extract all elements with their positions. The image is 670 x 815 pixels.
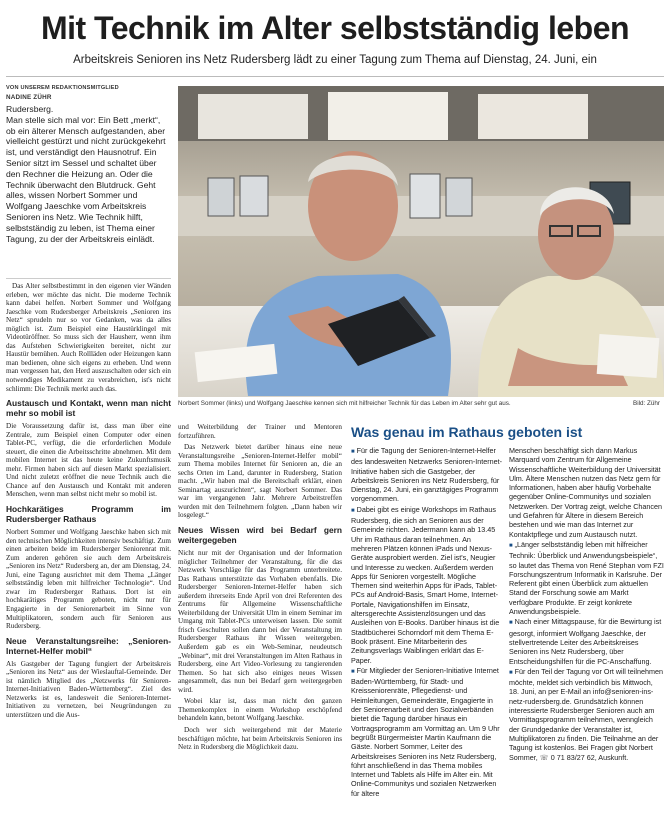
info-item: ■ Nach einer Mittagspause, für die Bewirtung ist gesorgt, informiert Wolfgang Jaeschke, der stellvertretende Leiter des Arbeitskreises Senioren ins Netz Rudersberg, über Entscheidungshilfen für die PC-Anschaffung.	[509, 617, 662, 666]
lead-separator	[6, 278, 171, 279]
paragraph: Als Gastgeber der Tagung fungiert der Arbeitskreis „Senioren ins Netz“ aus der Wieslauftal-Gemeinde. Der ist nämlich Mitglied des „Netzwerks für Senioren-Internet-Initiativen Baden-Württemberg“. Ziel des Netzwerks ist es, landesweit die Senioren-Internet-Initiativen zu vernetzen, bei Neugründungen zu unterstützen und die Aus-	[6, 659, 171, 719]
paragraph: Das Alter selbstbestimmt in den eigenen vier Wänden erleben, wer möchte das nicht. Die moderne Technik kann dabei helfen. Norbert Sommer und Wolfgang Jaeschke vom Rudersberger Arbeitskreis „Senioren ins Netz“ sprudeln nur so vor Gedanken, was da alles möglich ist. Zum Beispiel eine Haustürklingel mit Videotüröffner. So muss sich der Hausherr, wenn ihm das Aufstehen Schwierigkeiten bereitet, nicht zur Haustür bemühen. Auch Rollläden oder Heizungen kann man bedienen, ohne sich eigens zu erheben. Und wenn man vergessen hat, den Herd auszuschalten oder sich ein notwendiges Medikament zu verabreichen, ist's nicht schlimm: Die Technik merkt auch das.	[6, 282, 171, 393]
article-photo	[178, 86, 664, 397]
info-box-title: Was genau im Rathaus geboten ist	[351, 424, 583, 440]
info-item: ■ Für Mitglieder der Senioren-Initiative Internet Baden-Württemberg, für Stadt- und Kreisseniorenräte, Pflegedienst- und Heimleitungen, Gemeinderäte, Engagierte in der Seniorenarbeit und den Sozialverbänden bietet die Tagung darüber hinaus ein Vortragsprogramm am Vormittag an. Um 9 Uhr begrüßt Bürgermeister Martin Kaufmann die Gäste. Norbert Sommer, Leiter des Arbeitskreises Senioren ins Netz Rudersberg, führt anschließend in das Thema mobiles Internet und Tablets als Hilfe im Alter ein. Mit Online-Communitys und sozialen Netzwerken für ältere	[351, 665, 500, 798]
paragraph: und Weiterbildung der Trainer und Mentoren fortzuführen.	[178, 423, 342, 440]
lead-text: Man stelle sich mal vor: Ein Bett „merkt“, ob ein älterer Mensch aufgestanden, aber vielleicht gestürzt und nicht zurückgekehrt ist, und verständigt den Hausnotruf. Ein Senior sitzt im Sessel und schaltet über den Rechner die Heizung an. Oder die Technik überwacht den Blutdruck. Geht alles, wissen Norbert Sommer und Wolfgang Jaeschke vom Arbeitskreis Senioren ins Netz. Wie Technik hilft, selbstständig zu leben, ist Thema einer Tagung, zu der der Arbeitskreis einlädt.	[6, 114, 166, 244]
info-item: ■ Dabei gibt es einige Workshops im Rathaus Rudersberg, die sich an Senioren aus der Gemeinde richten. Jedermann kann ab 13.45 Uhr im Rathaus daran teilnehmen. An mehreren Plätzen können iPads und Nexus-Geräte ausprobiert werden. Ziel ist's, Neugier und Interesse zu wecken. Außerdem werden Apps für Senioren vorgestellt. Mögliche Themen sind weiterhin Apps für iPads, Tablet-PCs auf Android-Basis, Smart Home, Internet-Portale, Navigationshilfen im Einsatz, altersgerechte Assistenzlösungen und das Ausleihen von E-Books. Darüber hinaus ist die Stadtbücherei Schorndorf mit dem Thema E-Book präsent. Eine Mitarbeiterin des Zeitungsverlags Waiblingen erklärt das E-Paper.	[351, 504, 500, 665]
author-block	[6, 84, 171, 102]
subline: Arbeitskreis Senioren ins Netz Rudersberg lädt zu einer Tagung zum Thema auf Dienstag, 24. Juni, ein	[73, 54, 597, 66]
lead-place: Rudersberg.	[6, 104, 54, 114]
bullet-square-icon: ■	[351, 449, 355, 455]
subheading: Hochkarätiges Programm im Rudersberger Rathaus	[6, 504, 171, 525]
subheading: Neue Veranstaltungsreihe: „Senioren-Internet-Helfer mobil“	[6, 635, 171, 656]
headline: Mit Technik im Alter selbstständig leben	[40, 10, 630, 46]
info-item: ■ Für die Tagung der Senioren-Internet-Helfer des landesweiten Netzwerks Senioren-Internet-Initiative haben sich die Gastgeber, der Arbeitskreis Senioren ins Netz Rudersberg, für Dienstag, 24. Juni, ein ganztägiges Programm vorgenommen.	[351, 446, 503, 504]
paragraph: Das Netzwerk bietet darüber hinaus eine neue Veranstaltungsreihe „Senioren-Internet-Helfer mobil“ zum Thema mobiles Internet für Senioren an, die an sechs Orten im Land, darunter in Rudersberg, Station macht. „Wir haben mal die Bereitschaft erklärt, einen Seminartag auszurichten“, sagt Norbert Sommer. Das war im vergangenen Jahr. Mehrere Arbeitstreffen wurden mit den Teilnehmern folgten. „Dann haben wir losgelegt.“	[178, 443, 342, 520]
article-column-2	[178, 423, 342, 810]
caption-text: Norbert Sommer (links) und Wolfgang Jaeschke kennen sich mit hilfreicher Technik für das Leben im Alter sehr gut aus.	[178, 400, 511, 407]
bullet-square-icon: ■	[509, 669, 513, 676]
bullet-square-icon: ■	[351, 668, 355, 675]
article-column-1	[6, 282, 171, 810]
info-item: ■ „Länger selbstständig leben mit hilfreicher Technik: Überblick und Anwendungsbeispiele“, so lautet das Thema von René Stephan vom FZI Forschungszentrum Informatik in Karlsruhe. Der Referent gibt einen Überblick zum aktuellen Stand der Forschung sowie am Markt verfügbare Produkte. Er zeigt konkrete Anwendungsbeispiele.	[509, 539, 664, 617]
bullet-square-icon: ■	[351, 507, 355, 514]
info-box-left	[351, 446, 503, 810]
paragraph: Nicht nur mit der Organisation und der Information möglicher Teilnehmer der Veranstaltung, für die das Netzwerk Vorschläge für das Programm unterbreitete. Das Rathaus unterstützte das Vorhaben ebenfalls. Die Rudersberger Senioren-Internet-Helfer haben sich außerdem ihrerseits Ende April von drei Referenten des Zentrums für Allgemeine Wissenschaftliche Weiterbildung der Universität Ulm in einem Seminar im Umgang mit Tablet-PCs unterweisen lassen. Die somit frisch Geschulten sollen dann bei der Veranstaltung im Rudersberger Rathaus ihr Wissen weitergeben. Außerdem gab es ein Web-Seminar, neudeutsch „Webinar“, mit drei Veranstaltungen im Alten Rathaus in Rudersberg, eine Art Video-Vorlesung zu tangierenden Themen. So hat sich also einiges neues Wissen angesammelt, das nun bei Bedarf gern weitergegeben wird.	[178, 549, 342, 694]
photo-caption	[178, 400, 664, 407]
subheading: Neues Wissen wird bei Bedarf gern weitergegeben	[178, 525, 342, 546]
info-item: ■ Für den Teil der Tagung vor Ort will teilnehmen möchte, meldet sich verbindlich bis Mittwoch, 18. Juni, an per E-Mail an info@senioren-ins-netz-rudersberg.de. Grundsätzlich können interessierte Rudersberger Senioren auch am Vormittagsprogramm teilnehmen, wenngleich der Grundgedanke der Veranstalter ist, Multiplikatoren zu finden. Die Teilnahme an der Tagung ist kostenlos. Bei Fragen gibt Norbert Sommer, ☏ 0 71 83/27 62, Auskunft.	[509, 666, 663, 762]
header-rule	[6, 76, 664, 77]
bullet-square-icon: ■	[509, 542, 513, 549]
paragraph: Norbert Sommer und Wolfgang Jaeschke haben sich mit den technischen Möglichkeiten intensiv beschäftigt. Zum einen arbeiten beide im Rudersberger Seniorenrat mit. Zum anderen gehören sie auch dem Arbeitskreis „Senioren ins Netz“ Rudersberg an, der am Dienstag, 24. Juni, eine Tagung ausrichtet mit dem Thema „Länger selbstständig leben mit hilfreicher Technologie“. Und zwar im Rudersberger Rathaus. Dort ist ein hochkarätiges Programm geboten, nicht nur für Engagierte in der Seniorenarbeit im Sinne von Multiplikatoren, sondern auch für Senioren aus Rudersberg.	[6, 528, 171, 631]
photo-illustration	[178, 86, 664, 397]
author-name: NADINE ZÜHR	[6, 94, 52, 101]
info-box-right	[509, 446, 664, 810]
lead-paragraph	[6, 104, 171, 244]
paragraph: Wobei klar ist, dass man nicht den ganzen Themenkomplex in einem Workshop erschöpfend behandeln kann, betont Wolfgang Jaeschke.	[178, 697, 342, 723]
author-line: VON UNSEREM REDAKTIONSMITGLIED	[6, 85, 119, 91]
bullet-square-icon: ■	[509, 620, 513, 627]
paragraph: Doch wer sich weitergehend mit der Materie beschäftigen möchte, hat beim Arbeitskreis Senioren ins Netz in Rudersberg die Möglichkeit dazu.	[178, 725, 342, 752]
info-item: Menschen beschäftigt sich dann Markus Marquard vom Zentrum für Allgemeine Wissenschaftliche Weiterbildung der Universität Ulm. Ältere Menschen nutzen das Netz gern für Informationen, haben aber häufig Vorbehalte gegenüber Online-Communitys und sozialen Netzwerken. Der Vortrag zeigt, welche Chancen und Gefahren für Ältere in diesem Bereich bestehen und wie man das Internet zur Kontaktpflege und zum Austausch nutzt.	[509, 446, 663, 539]
photo-credit: Bild: Zühr	[633, 400, 660, 407]
paragraph: Die Voraussetzung dafür ist, dass man über eine Zentrale, zum Beispiel einen Computer oder einen Tablet-PC, verfügt, die die erforderlichen Module steuert, die einen die Arbeitsschritte abnehmen. Mit dem mobilen Internet ist das heute keine Zukunftsmusik mehr. Firmen haben sich auf diesen Markt spezialisiert. Und nicht zuletzt eröffnet die neue Technik auch die Chance auf den Austausch und Kontakt mit anderen Menschen, wenn man selbst nicht mehr so mobil ist.	[6, 422, 171, 499]
subheading: Austausch und Kontakt, wenn man nicht mehr so mobil ist	[6, 398, 171, 419]
